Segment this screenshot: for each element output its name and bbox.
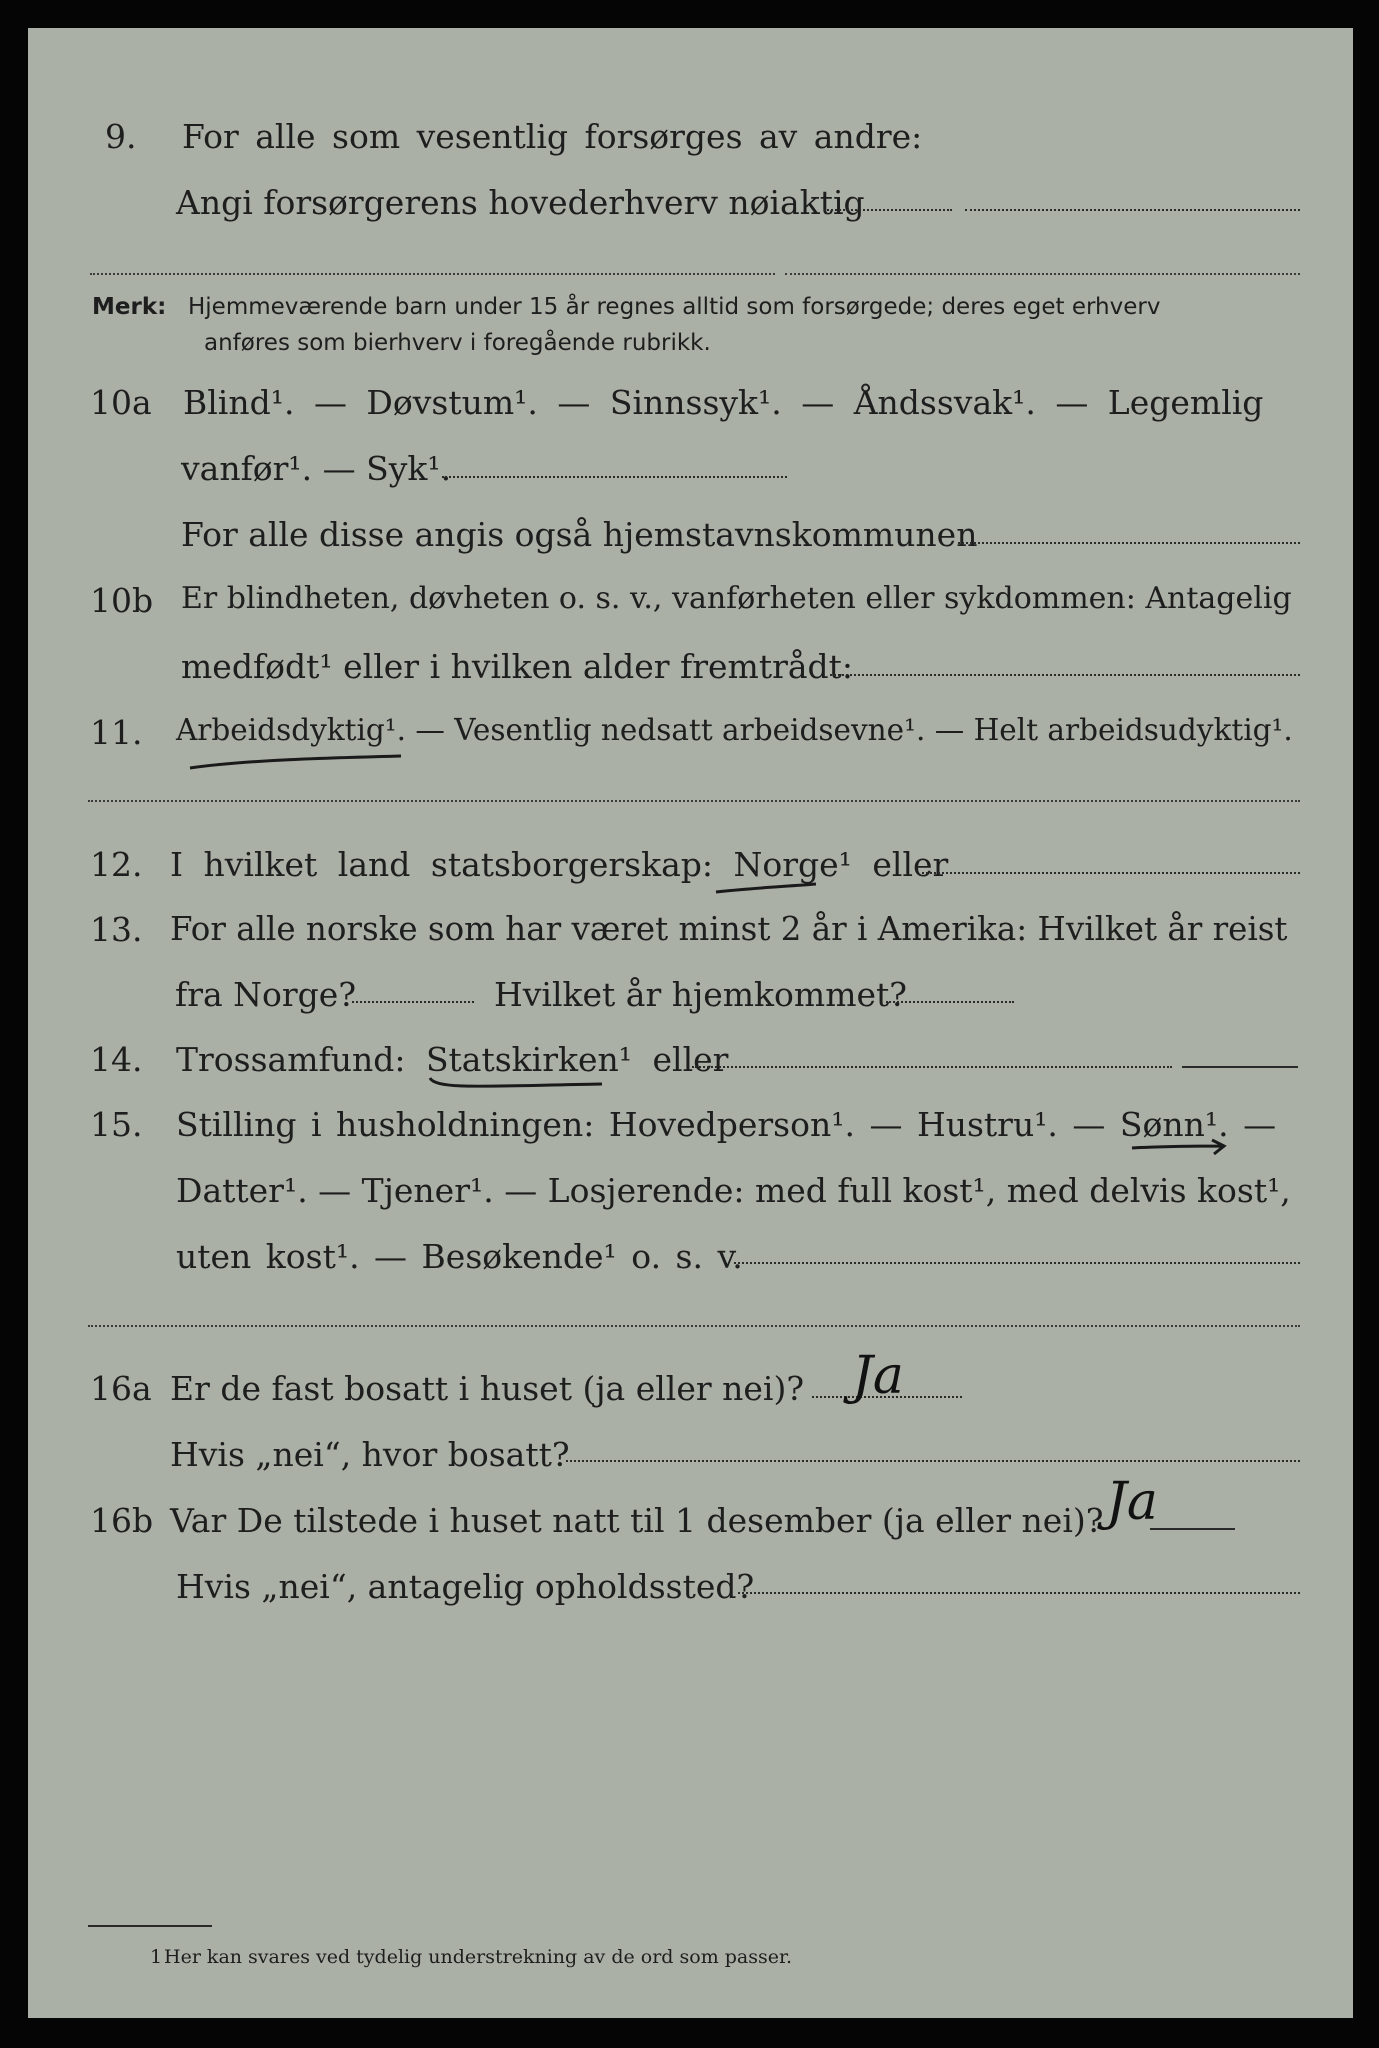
q16b-location-line	[738, 1592, 1300, 1594]
q10a-line1: Blind¹. — Døvstum¹. — Sinnssyk¹. — Åndssvak¹. — Legemlig	[183, 383, 1264, 422]
q10a-line2: vanfør¹. — Syk¹.	[181, 449, 452, 488]
q11-underline-mark	[186, 750, 406, 774]
merk-line1: Hjemmeværende barn under 15 år regnes alltid som forsørgede; deres eget erhverv	[188, 294, 1161, 320]
q9-answer-line-b	[965, 209, 1300, 211]
q16a-residence-line	[566, 1460, 1300, 1462]
census-form-page	[28, 28, 1353, 2018]
q13-departure-line	[352, 1001, 474, 1003]
q16a-line1: Er de fast bosatt i huset (ja eller nei)?	[170, 1369, 805, 1408]
q9-line1: For alle som vesentlig forsørges av andre:	[182, 117, 923, 156]
q10b-line2: medfødt¹ eller i hvilken alder fremtrådt:	[181, 647, 854, 686]
q10a-number: 10a	[90, 383, 152, 422]
q16b-answer-line	[1150, 1528, 1235, 1530]
q9-answer-line-a	[824, 209, 952, 211]
q16a-handwritten-answer: Ja	[852, 1346, 904, 1406]
separator-3	[88, 1325, 1300, 1327]
q15-line3: uten kost¹. — Besøkende¹ o. s. v.	[176, 1237, 743, 1276]
q15-underline-mark	[1128, 1136, 1228, 1160]
merk-label: Merk:	[92, 294, 167, 320]
q10a-sick-answer-line	[442, 476, 787, 478]
q14-number: 14.	[90, 1040, 143, 1079]
q15-answer-line	[734, 1262, 1300, 1264]
q16b-line1: Var De tilstede i huset natt til 1 desember (ja eller nei)?	[170, 1501, 1104, 1540]
q13-return-line	[886, 1001, 1014, 1003]
merk-line2: anføres som bierhverv i foregående rubrikk.	[204, 330, 711, 356]
q12-answer-line	[922, 872, 1300, 874]
q11-number: 11.	[90, 713, 143, 752]
q14-underline-mark	[426, 1074, 606, 1094]
q10a-municipality-line	[958, 542, 1300, 544]
q10b-number: 10b	[90, 581, 154, 620]
q10a-line3: For alle disse angis også hjemstavnskommunen	[181, 515, 978, 554]
q12-number: 12.	[90, 845, 143, 884]
q16b-handwritten-answer: Ja	[1106, 1472, 1158, 1532]
separator-1b	[785, 273, 1300, 275]
q12-underline-mark	[712, 880, 822, 900]
q16a-number: 16a	[90, 1369, 152, 1408]
separator-2	[88, 800, 1300, 802]
q10b-line1: Er blindheten, døvheten o. s. v., vanførheten eller sykdommen: Antagelig	[181, 581, 1292, 616]
q16a-line2: Hvis „nei“, hvor bosatt?	[170, 1435, 570, 1474]
q16b-number: 16b	[90, 1501, 154, 1540]
q11-line1: Arbeidsdyktig¹. — Vesentlig nedsatt arbeidsevne¹. — Helt arbeidsudyktig¹.	[176, 713, 1293, 747]
q15-number: 15.	[90, 1105, 143, 1144]
footnote-mark: 1	[150, 1946, 163, 1968]
q9-line2: Angi forsørgerens hovederhverv nøiaktig	[176, 183, 865, 222]
q15-line1: Stilling i husholdningen: Hovedperson¹. — Hustru¹. — Sønn¹. —	[176, 1105, 1277, 1144]
q13-line1: For alle norske som har været minst 2 år i Amerika: Hvilket år reist	[170, 910, 1288, 948]
q14-answer-line-a	[692, 1066, 1172, 1068]
footnote-text: Her kan svares ved tydelig understrekning av de ord som passer.	[164, 1946, 793, 1968]
q13-number: 13.	[90, 910, 143, 949]
q16b-line2: Hvis „nei“, antagelig opholdssted?	[176, 1567, 755, 1606]
q9-number: 9.	[105, 117, 137, 156]
q13-line2a: fra Norge?	[175, 975, 357, 1014]
q15-line2: Datter¹. — Tjener¹. — Losjerende: med full kost¹, med delvis kost¹,	[176, 1171, 1291, 1210]
q13-line2b: Hvilket år hjemkommet?	[494, 975, 907, 1014]
separator-1a	[90, 273, 775, 275]
q14-answer-line-b	[1182, 1066, 1298, 1068]
footnote-rule	[88, 1925, 212, 1927]
q12-line1: I hvilket land statsborgerskap: Norge¹ eller	[170, 845, 949, 884]
q10b-answer-line	[830, 674, 1300, 676]
q14-line1: Trossamfund: Statskirken¹ eller	[176, 1040, 729, 1079]
